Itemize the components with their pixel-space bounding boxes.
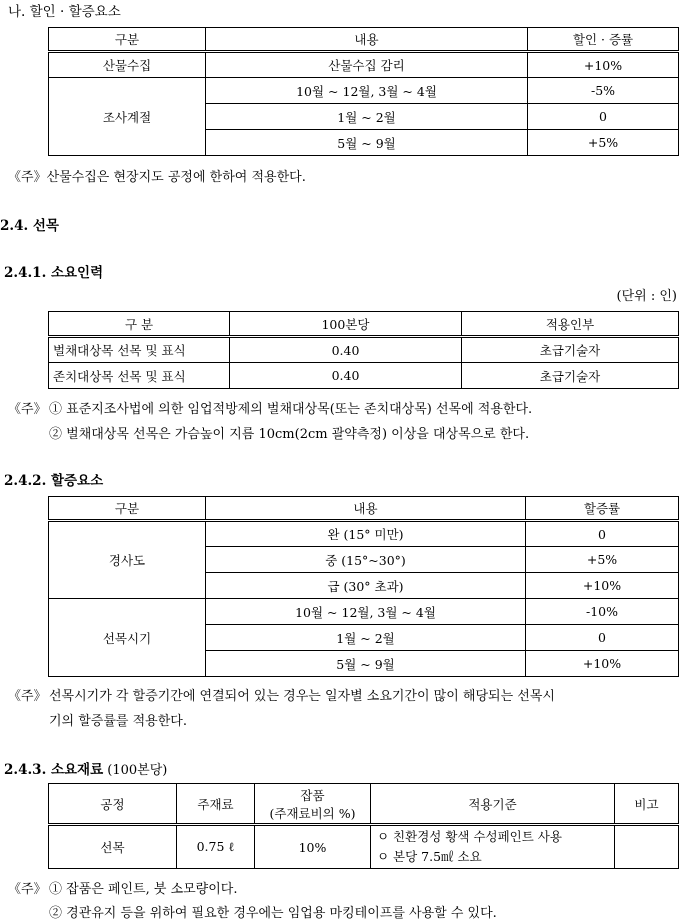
unit-label: (단위 : 인)	[616, 289, 677, 304]
header-misc	[255, 784, 371, 825]
cell-content: 산물수집 감리	[206, 52, 528, 78]
header-content: 내용	[206, 28, 528, 52]
note-text: 산물수집은 현장지도 공정에 한하여 적용한다.	[46, 170, 306, 185]
cell-rate: 0	[526, 625, 679, 651]
cell-value: 0.40	[230, 363, 462, 389]
cell-content: 10월 ~ 12월, 3월 ~ 4월	[206, 78, 528, 104]
note-materials-mark: 《주》	[8, 882, 47, 897]
note-materials-1: ① 잡품은 페인트, 붓 소모량이다.	[49, 882, 238, 897]
note-surcharge-mark: 《주》	[8, 689, 47, 704]
header-rate: 할인 · 증률	[528, 28, 679, 52]
header-content: 내용	[206, 497, 526, 521]
table-row	[49, 78, 679, 104]
section-heading-selection: 2.4. 선목	[0, 218, 59, 234]
cell-process: 선목	[49, 825, 177, 869]
header-misc-line2: (주재료비의 %)	[269, 805, 356, 821]
header-process: 공정	[49, 784, 177, 825]
header-category: 구분	[49, 28, 206, 52]
cell-main-material: 0.75 ℓ	[177, 825, 255, 869]
cell-rate: -10%	[526, 599, 679, 625]
header-misc-line1: 잡품	[300, 787, 325, 803]
cell-rate: +10%	[528, 52, 679, 78]
note-surcharge-line2: 기의 할증률를 적용한다.	[49, 714, 187, 729]
cell-rate: 0	[528, 104, 679, 130]
table-row	[49, 363, 679, 389]
cell-group: 경사도	[49, 521, 206, 599]
header-standard: 적용기준	[371, 784, 615, 825]
cell-group: 선목시기	[49, 599, 206, 677]
discount-table	[48, 27, 679, 156]
cell-rate: +5%	[526, 547, 679, 573]
cell-standard	[371, 825, 615, 869]
materials-heading-text: 2.4.3. 소요재료	[4, 762, 104, 778]
cell-item: 존치대상목 선목 및 표식	[49, 363, 230, 389]
header-per100: 100본당	[230, 312, 462, 337]
note-manpower-2: ② 벌채대상목 선목은 가슴높이 지름 10cm(2cm 괄약측정) 이상을 대상목으로 한다.	[49, 427, 530, 442]
materials-table	[48, 783, 679, 869]
manpower-table	[48, 311, 679, 389]
cell-group: 산물수집	[49, 52, 206, 78]
header-category: 구 분	[49, 312, 230, 337]
materials-heading-suffix: (100본당)	[107, 763, 168, 778]
table-row	[49, 52, 679, 78]
table-row	[49, 337, 679, 363]
table-row	[49, 521, 679, 547]
note-materials-2: ② 경관유지 등을 위하여 필요한 경우에는 임업용 마킹테이프를 사용할 수 있다.	[49, 906, 497, 921]
cell-rate: 0	[526, 521, 679, 547]
note-manpower-mark: 《주》	[8, 402, 47, 417]
header-main-material: 주재료	[177, 784, 255, 825]
cell-rate: +5%	[528, 130, 679, 156]
cell-content: 1월 ~ 2월	[206, 104, 528, 130]
cell-content: 급 (30° 초과)	[206, 573, 526, 599]
standard-line1: ㅇ 친환경성 황색 수성페인트 사용	[377, 829, 562, 844]
note-surcharge-line1: 선목시기가 각 할증기간에 연결되어 있는 경우는 일자별 소요기간이 많이 해당되는 선목시	[49, 689, 555, 704]
cell-rate: +10%	[526, 651, 679, 677]
header-worker: 적용인부	[462, 312, 679, 337]
note-discount	[8, 166, 306, 185]
cell-content: 10월 ~ 12월, 3월 ~ 4월	[206, 599, 526, 625]
cell-content: 완 (15° 미만)	[206, 521, 526, 547]
cell-rate: -5%	[528, 78, 679, 104]
cell-worker: 초급기술자	[462, 337, 679, 363]
header-category: 구분	[49, 497, 206, 521]
note-mark: 《주》	[8, 170, 47, 185]
cell-value: 0.40	[230, 337, 462, 363]
cell-remark	[615, 825, 679, 869]
section-heading-discount: 나. 할인 · 할증요소	[8, 4, 121, 20]
cell-content: 1월 ~ 2월	[206, 625, 526, 651]
cell-misc: 10%	[255, 825, 371, 869]
header-remark: 비고	[615, 784, 679, 825]
cell-content: 5월 ~ 9월	[206, 651, 526, 677]
cell-worker: 초급기술자	[462, 363, 679, 389]
table-row	[49, 825, 679, 869]
header-rate: 할증률	[526, 497, 679, 521]
surcharge-table	[48, 496, 679, 677]
cell-group: 조사계절	[49, 78, 206, 156]
cell-content: 중 (15°~30°)	[206, 547, 526, 573]
section-heading-materials	[4, 758, 167, 778]
table-row	[49, 599, 679, 625]
section-heading-manpower: 2.4.1. 소요인력	[4, 265, 104, 281]
cell-content: 5월 ~ 9월	[206, 130, 528, 156]
section-heading-surcharge: 2.4.2. 할증요소	[4, 473, 104, 489]
note-manpower-1: ① 표준지조사법에 의한 임업적방제의 벌채대상목(또는 존치대상목) 선목에 적용한다.	[49, 402, 533, 417]
standard-line2: ㅇ 본당 7.5㎖ 소요	[377, 849, 482, 864]
cell-item: 벌채대상목 선목 및 표식	[49, 337, 230, 363]
cell-rate: +10%	[526, 573, 679, 599]
